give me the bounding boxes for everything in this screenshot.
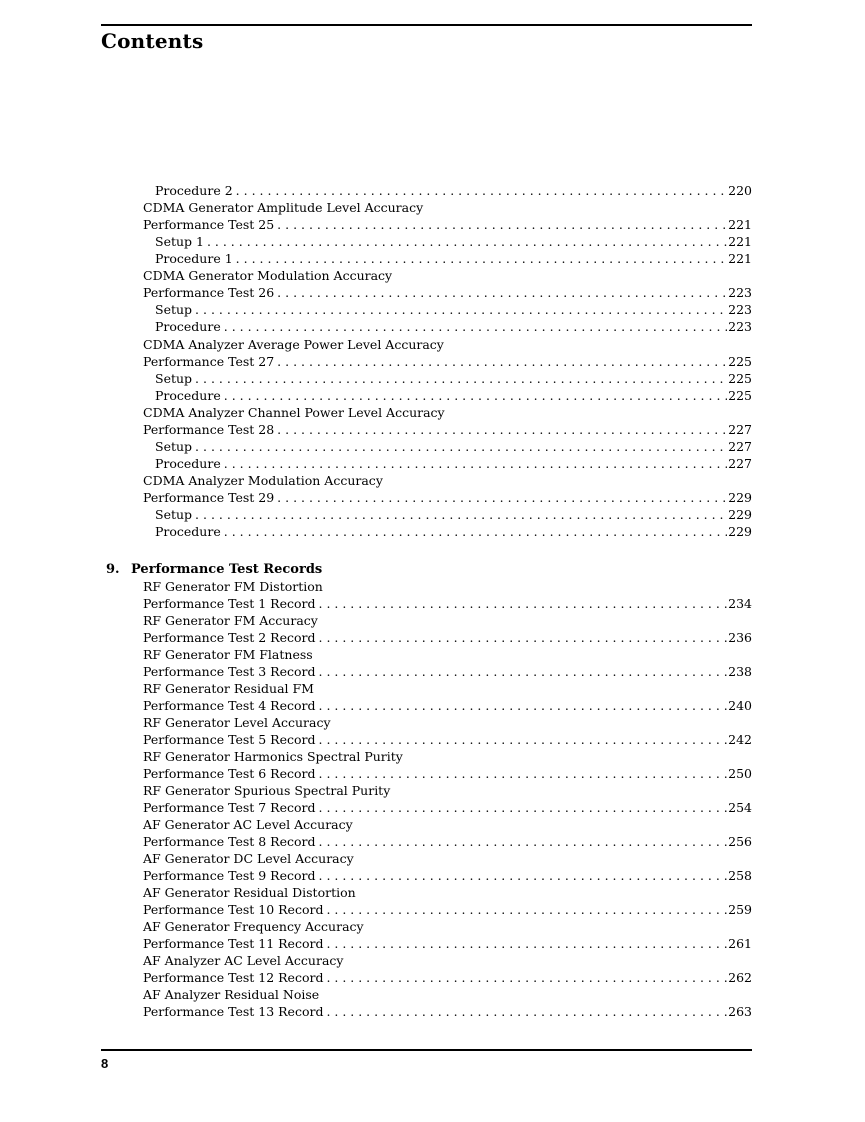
dot-leader [236, 182, 727, 199]
toc-section-heading: AF Analyzer Residual Noise [143, 987, 320, 1002]
dot-leader [277, 284, 727, 301]
toc-entry[interactable] [155, 250, 752, 267]
dot-leader [195, 370, 727, 387]
bottom-rule [101, 1049, 752, 1051]
toc-entry[interactable] [155, 506, 752, 523]
toc-entry-label: Procedure [155, 524, 221, 539]
dot-leader [319, 697, 728, 714]
dot-leader [224, 318, 727, 335]
dot-leader [319, 833, 728, 850]
dot-leader [319, 867, 728, 884]
toc-entry[interactable] [143, 833, 752, 850]
toc-section-heading: CDMA Generator Amplitude Level Accuracy [143, 200, 424, 215]
toc-entry-label: Performance Test 12 Record [143, 970, 324, 985]
toc-entry-page: 227 [728, 422, 752, 437]
chapter-title: Performance Test Records [131, 562, 323, 577]
toc-entry-label: Procedure [155, 319, 221, 334]
toc-entry-page: 250 [728, 766, 752, 781]
toc-section-heading: AF Generator Frequency Accuracy [143, 919, 364, 934]
toc-entry-page: 225 [728, 354, 752, 369]
toc-entry-label: Performance Test 4 Record [143, 698, 316, 713]
toc-entry-page: 256 [728, 834, 752, 849]
dot-leader [207, 233, 727, 250]
toc-section-heading: RF Generator FM Distortion [143, 579, 323, 594]
toc-entry-page: 221 [728, 217, 752, 232]
toc-entry-label: Procedure [155, 388, 221, 403]
toc-entry[interactable] [143, 595, 752, 612]
toc-entry-page: 221 [728, 251, 752, 266]
toc-section-heading: AF Generator DC Level Accuracy [143, 851, 354, 866]
dot-leader [326, 901, 727, 918]
toc-entry[interactable] [155, 523, 752, 540]
toc-section-heading: RF Generator Spurious Spectral Purity [143, 783, 391, 798]
toc-entry[interactable] [143, 353, 752, 370]
toc-entry-page: 234 [728, 596, 752, 611]
toc-entry-page: 261 [728, 936, 752, 951]
toc-entry-page: 258 [728, 868, 752, 883]
dot-leader [195, 301, 727, 318]
chapter-heading[interactable] [106, 561, 322, 578]
toc-entry-label: Performance Test 13 Record [143, 1004, 324, 1019]
toc-entry[interactable] [155, 233, 752, 250]
dot-leader [195, 506, 727, 523]
toc-entry-label: Setup [155, 302, 193, 317]
dot-leader [319, 799, 728, 816]
toc-entry-page: 223 [728, 319, 752, 334]
toc-entry-label: Performance Test 6 Record [143, 766, 316, 781]
toc-entry[interactable] [143, 765, 752, 782]
toc-entry-label: Setup 1 [155, 234, 204, 249]
toc-section-heading: RF Generator FM Accuracy [143, 613, 318, 628]
toc-entry-page: 240 [728, 698, 752, 713]
dot-leader [277, 353, 727, 370]
toc-entry-page: 254 [728, 800, 752, 815]
page-title: Contents [101, 29, 204, 53]
toc-entry-label: Performance Test 1 Record [143, 596, 316, 611]
toc-entry[interactable] [143, 421, 752, 438]
toc-entry-label: Performance Test 3 Record [143, 664, 316, 679]
toc-entry-label: Setup [155, 439, 193, 454]
chapter-number: 9. [106, 562, 120, 577]
toc-entry-page: 225 [728, 388, 752, 403]
toc-entry-page: 227 [728, 456, 752, 471]
toc-section-heading: CDMA Analyzer Average Power Level Accuracy [143, 337, 444, 352]
toc-entry-label: Procedure [155, 456, 221, 471]
toc-entry-page: 238 [728, 664, 752, 679]
toc-entry-label: Performance Test 27 [143, 354, 275, 369]
toc-section-heading: RF Generator Residual FM [143, 681, 314, 696]
toc-entry[interactable] [143, 867, 752, 884]
toc-entry-label: Performance Test 26 [143, 285, 275, 300]
toc-entry-page: 223 [728, 285, 752, 300]
toc-entry[interactable] [155, 318, 752, 335]
dot-leader [236, 250, 727, 267]
toc-entry-label: Performance Test 2 Record [143, 630, 316, 645]
toc-entry[interactable] [155, 301, 752, 318]
toc-entry[interactable] [155, 370, 752, 387]
toc-entry-label: Performance Test 8 Record [143, 834, 316, 849]
toc-section-heading: CDMA Analyzer Modulation Accuracy [143, 473, 383, 488]
toc-entry-page: 229 [728, 524, 752, 539]
toc-section-heading: RF Generator Harmonics Spectral Purity [143, 749, 403, 764]
dot-leader [195, 438, 727, 455]
page-number: 8 [101, 1056, 109, 1071]
toc-entry-page: 225 [728, 371, 752, 386]
toc-entry-label: Performance Test 29 [143, 490, 275, 505]
toc-entry[interactable] [143, 629, 752, 646]
dot-leader [277, 489, 727, 506]
toc-entry[interactable] [155, 438, 752, 455]
toc-entry[interactable] [143, 1003, 752, 1020]
toc-entry-page: 263 [728, 1004, 752, 1019]
toc-entry[interactable] [143, 216, 752, 233]
dot-leader [319, 765, 728, 782]
toc-entry[interactable] [143, 731, 752, 748]
toc-entry[interactable] [143, 799, 752, 816]
toc-section-heading: RF Generator FM Flatness [143, 647, 313, 662]
dot-leader [319, 595, 728, 612]
dot-leader [326, 1003, 727, 1020]
toc-entry-label: Performance Test 10 Record [143, 902, 324, 917]
dot-leader [277, 216, 727, 233]
toc-entry-page: 262 [728, 970, 752, 985]
dot-leader [319, 629, 728, 646]
toc-entry-label: Setup [155, 507, 193, 522]
dot-leader [224, 387, 727, 404]
toc-entry-page: 259 [728, 902, 752, 917]
toc-entry-label: Performance Test 11 Record [143, 936, 324, 951]
toc-section-heading: CDMA Analyzer Channel Power Level Accuracy [143, 405, 445, 420]
toc-entry[interactable] [143, 697, 752, 714]
toc-entry[interactable] [155, 455, 752, 472]
toc-entry-page: 242 [728, 732, 752, 747]
toc-section-heading: AF Generator Residual Distortion [143, 885, 356, 900]
toc-entry[interactable] [143, 901, 752, 918]
dot-leader [326, 969, 727, 986]
toc-entry-label: Performance Test 7 Record [143, 800, 316, 815]
toc-section-heading: AF Generator AC Level Accuracy [143, 817, 353, 832]
toc-entry-page: 229 [728, 507, 752, 522]
toc-entry-label: Performance Test 28 [143, 422, 275, 437]
top-rule [101, 24, 752, 26]
toc-entry-label: Performance Test 5 Record [143, 732, 316, 747]
toc-entry-page: 223 [728, 302, 752, 317]
toc-entry[interactable] [143, 935, 752, 952]
toc-entry-page: 227 [728, 439, 752, 454]
toc-entry-label: Setup [155, 371, 193, 386]
toc-section-heading: RF Generator Level Accuracy [143, 715, 331, 730]
dot-leader [319, 731, 728, 748]
toc-entry[interactable] [143, 284, 752, 301]
toc-section-heading: CDMA Generator Modulation Accuracy [143, 268, 393, 283]
toc-entry[interactable] [155, 182, 752, 199]
toc-entry-page: 221 [728, 234, 752, 249]
toc-entry[interactable] [143, 663, 752, 680]
toc-entry-label: Performance Test 9 Record [143, 868, 316, 883]
toc-entry-page: 236 [728, 630, 752, 645]
toc-entry[interactable] [143, 489, 752, 506]
dot-leader [326, 935, 727, 952]
toc-section-heading: AF Analyzer AC Level Accuracy [143, 953, 344, 968]
toc-entry-label: Procedure 2 [155, 183, 233, 198]
dot-leader [224, 455, 727, 472]
toc-entry[interactable] [143, 969, 752, 986]
toc-entry-page: 229 [728, 490, 752, 505]
dot-leader [319, 663, 728, 680]
toc-entry-page: 220 [728, 183, 752, 198]
toc-entry-label: Procedure 1 [155, 251, 233, 266]
toc-entry[interactable] [155, 387, 752, 404]
dot-leader [277, 421, 727, 438]
toc-entry-label: Performance Test 25 [143, 217, 275, 232]
dot-leader [224, 523, 727, 540]
